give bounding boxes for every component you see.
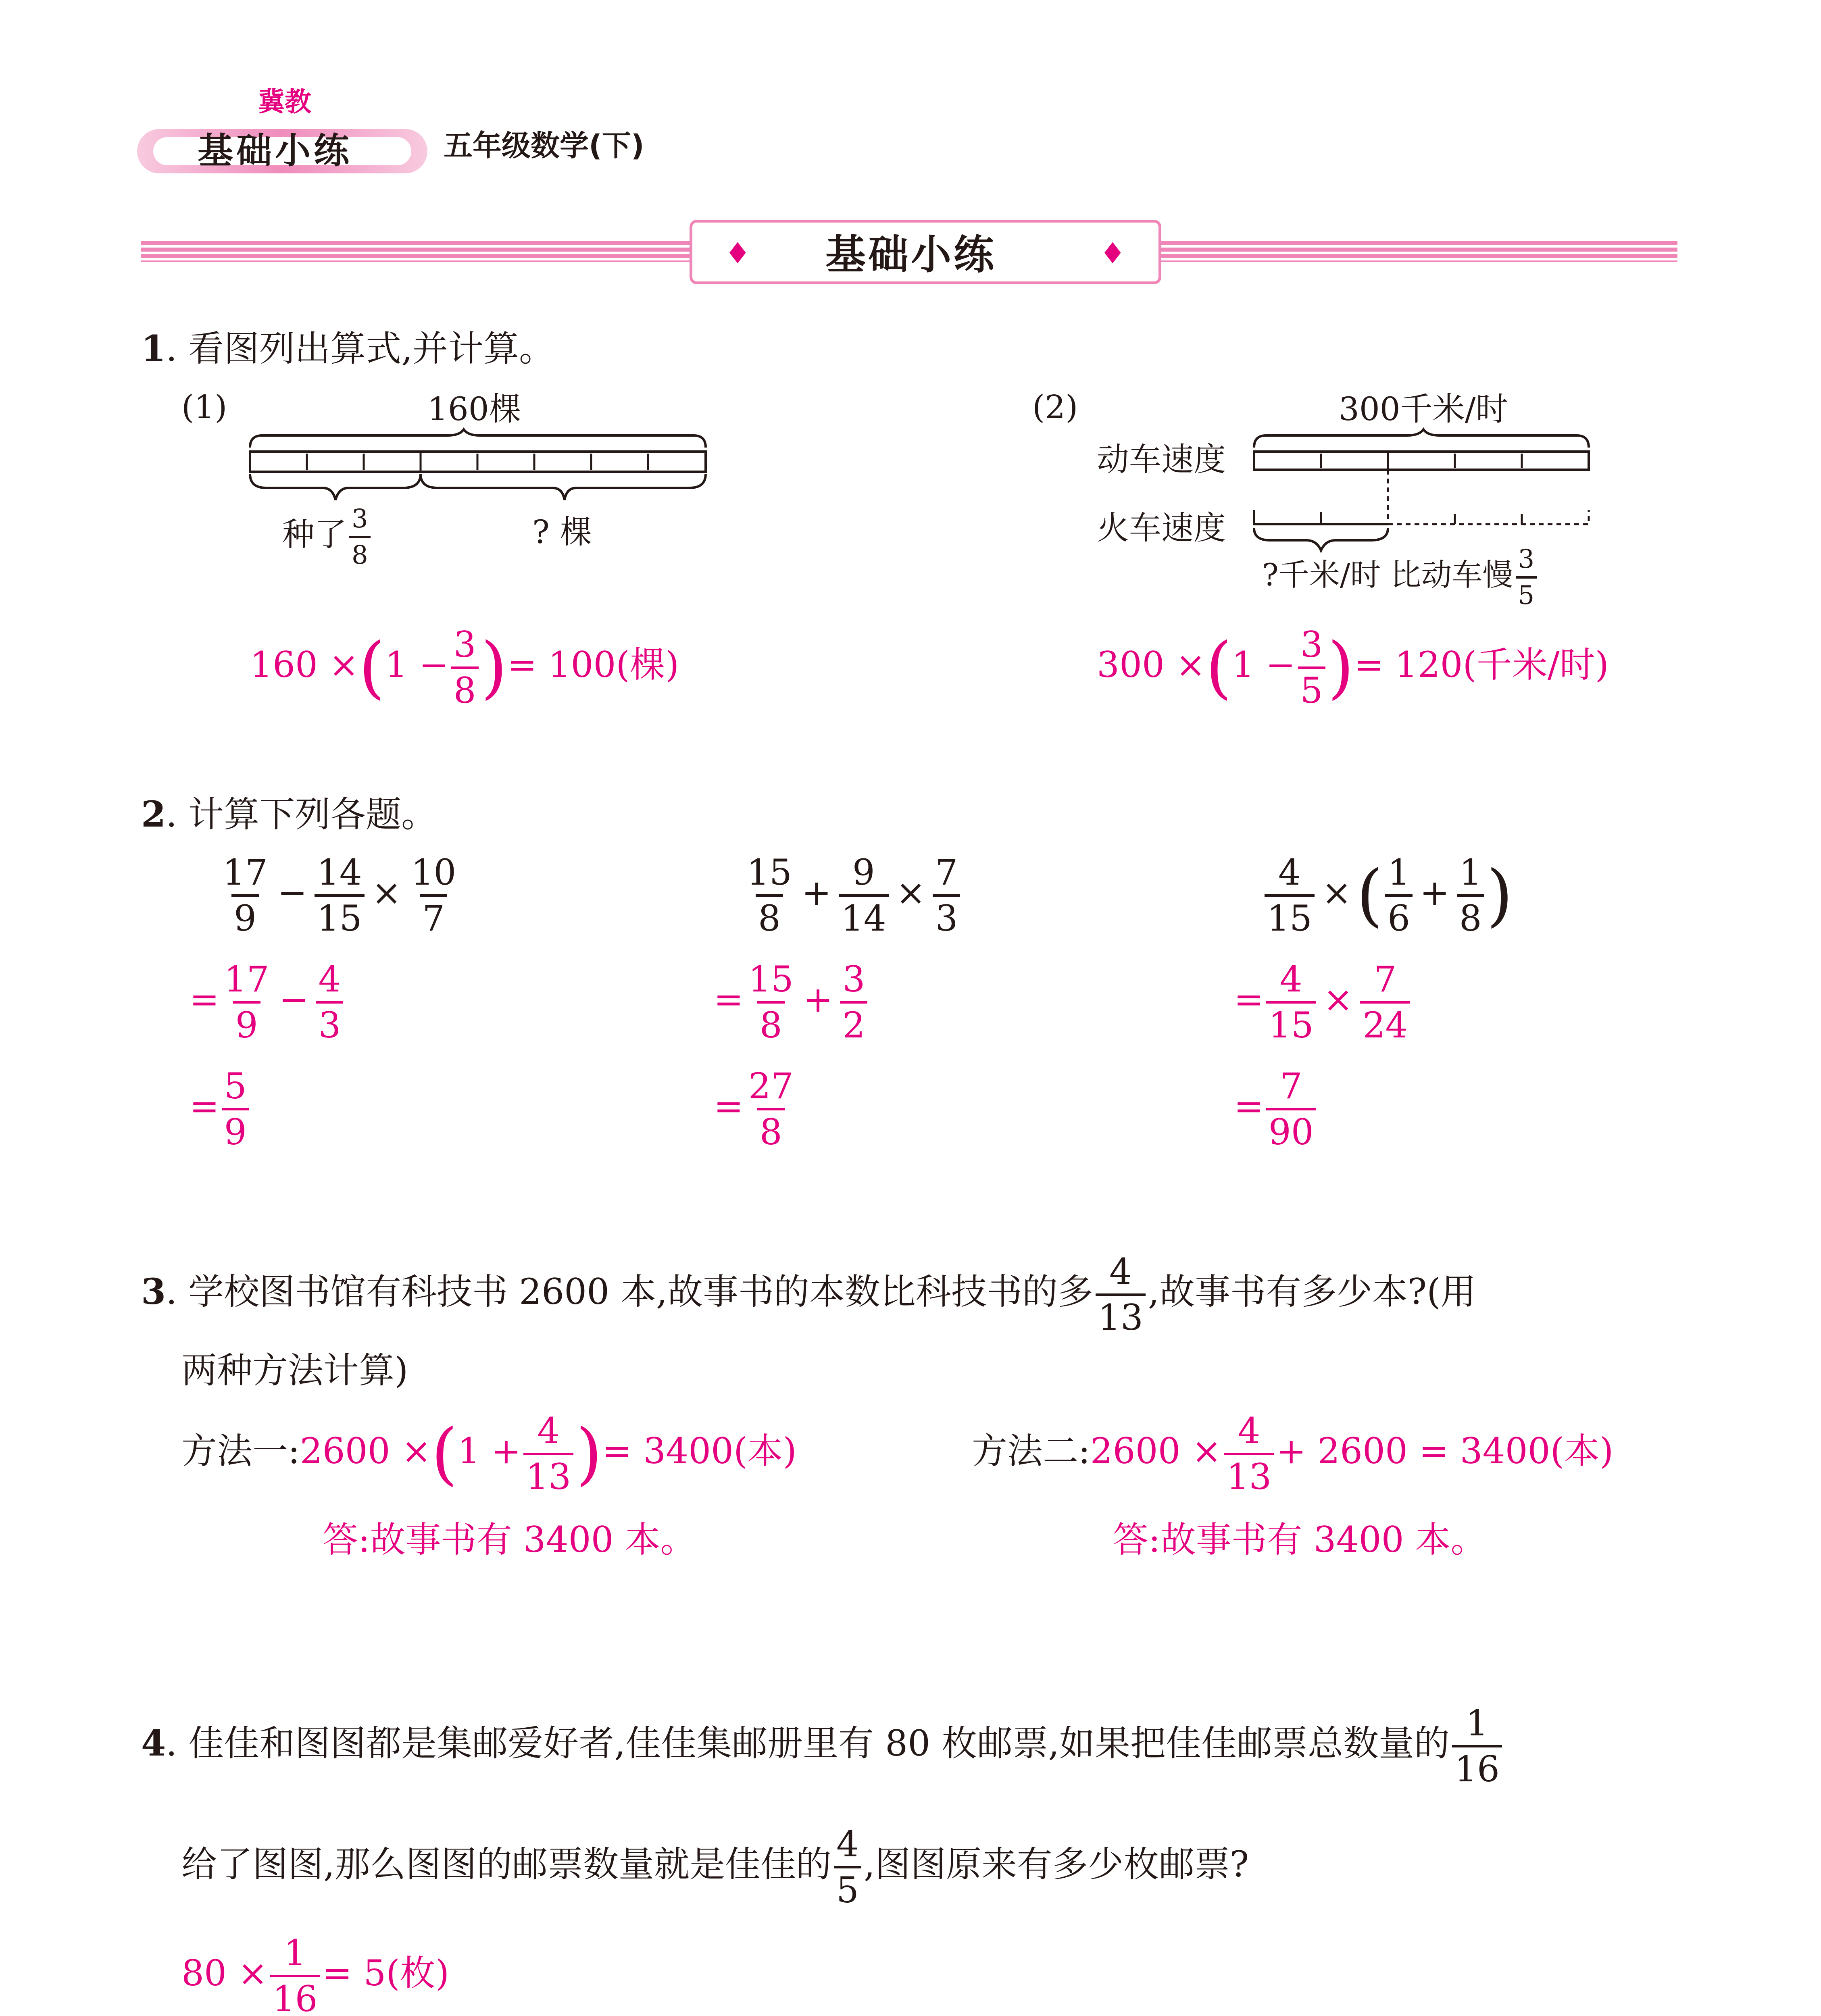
q2a-step1: = $\frac{17}{9}$ − $\frac{4}{3}$ (190, 962, 346, 1043)
diamond-icon: ♦ (1100, 236, 1126, 270)
banner-stripe-right (1161, 241, 1677, 262)
fraction: $\frac{4}{5}$ (834, 1826, 861, 1908)
q2b-result: = $\frac{27}{8}$ (714, 1065, 794, 1153)
q3-prompt-line1: 3. 学校图书馆有科技书 2600 本,故事书的本数比科技书的多 $\frac{4}{13}$ ,故事书有多少本?(用 (141, 1251, 1476, 1338)
q2-prompt (141, 793, 437, 835)
q3-number: 3 (141, 1270, 166, 1312)
diamond-icon: ♦ (725, 236, 751, 270)
header-logo (137, 81, 435, 185)
fraction: $\frac{4}{13}$ (1224, 1413, 1274, 1495)
q1-prompt (141, 327, 555, 369)
fraction: $\frac{3}{8}$ (451, 627, 479, 708)
q1-p2-answer: 300 ×(1 − $\frac{3}{5}$ )= 120(千米/时) (1097, 624, 1609, 711)
q2b-step1: = $\frac{15}{8}$ + $\frac{3}{2}$ (714, 962, 870, 1043)
q3-method1: 方法一:2600 ×(1 + $\frac{4}{13}$ )= 3400(本) (181, 1410, 797, 1497)
fraction: $\frac{3}{5}$ (1298, 627, 1325, 708)
q1-p2-bottom-label (1262, 546, 1539, 608)
fraction: $\frac{1}{16}$ (1452, 1706, 1502, 1787)
q1-p1-left-label: 种了 $\frac{3}{8}$ (282, 506, 373, 568)
fraction: $\frac{3}{8}$ (349, 506, 371, 568)
q1-p2-slow-label: 比动车慢 (1390, 557, 1513, 593)
q2a-expression: $\frac{17}{9}$ − $\frac{14}{15}$ × $\frac{10}{7}$ (223, 852, 456, 939)
header-subject: 五年级数学(下) (444, 129, 644, 162)
q2-number: 2 (141, 793, 166, 835)
q2-text: . 计算下列各题。 (166, 793, 437, 835)
q4-number: 4 (141, 1722, 166, 1764)
q1-p1-left-brace (250, 474, 421, 500)
banner-stripe-left (141, 241, 690, 262)
q3-answer1: 答:故事书有 3400 本。 (323, 1519, 696, 1560)
q2c-expression: $\frac{4}{15}$ ×( $\frac{1}{6}$ + $\frac{1}{8}$ ) (1262, 855, 1513, 936)
q1-p2-ticks1 (1321, 452, 1522, 470)
q3-prompt-line2: 两种方法计算) (181, 1350, 408, 1391)
q1-p2-ticks2 (1455, 514, 1522, 524)
q4-prompt-line1: 4. 佳佳和图图都是集邮爱好者,佳佳集邮册里有 80 枚邮票,如果把佳佳邮票总数量的 $\frac{1}{16}$ (141, 1706, 1504, 1787)
q2c-step1: = $\frac{4}{15}$ × $\frac{7}{24}$ (1234, 962, 1413, 1043)
q1-p1-answer: 160 ×(1 − $\frac{3}{8}$ )= 100(棵) (250, 624, 679, 711)
q3-answer2: 答:故事书有 3400 本。 (1113, 1519, 1486, 1560)
q4-step1: 80 × $\frac{1}{16}$ = 5(枚) (181, 1932, 450, 2016)
q1-p2-row2: 火车速度 (1097, 509, 1226, 547)
q1-p2-bar2-dash (1388, 510, 1589, 524)
banner-title: 基础小练 (825, 231, 996, 278)
q1-p1-right-brace (421, 474, 706, 500)
q1-text: . 看图列出算式,并计算。 (166, 328, 555, 369)
q2c-result: = $\frac{7}{90}$ (1234, 1068, 1319, 1150)
q2b-expression: $\frac{15}{8}$ + $\frac{9}{14}$ × $\frac{7}{3}$ (742, 855, 963, 936)
q1-p2-top-brace (1254, 429, 1589, 448)
fraction: $\frac{4}{13}$ (523, 1413, 573, 1495)
fraction: $\frac{4}{13}$ (1096, 1254, 1146, 1335)
q1-number: 1 (141, 327, 166, 369)
q1-p2-row1: 动车速度 (1097, 441, 1226, 478)
q1-p1-ticks (307, 452, 648, 472)
q1-p2-total: 300千米/时 (1339, 390, 1508, 428)
q1-p1-diagram (242, 427, 718, 508)
q2a-result: = $\frac{5}{9}$ (190, 1068, 252, 1150)
q1-p2-diagram (1246, 427, 1609, 556)
q3-method1-label: 方法一: (181, 1430, 300, 1472)
q1-p1-right-label: ? 棵 (532, 513, 592, 551)
q1-p1-total: 160棵 (427, 390, 521, 428)
header-series: 基础小练 (198, 130, 353, 171)
fraction: $\frac{3}{5}$ (1516, 546, 1537, 608)
q1-p2-q-label: ?千米/时 (1262, 557, 1381, 593)
fraction: $\frac{1}{16}$ (270, 1935, 320, 2016)
q3-method2: 方法二:2600 × $\frac{4}{13}$ + 2600 = 3400(本) (972, 1410, 1614, 1497)
q4-prompt-line2: 给了图图,那么图图的邮票数量就是佳佳的 $\frac{4}{5}$ ,图图原来有多少枚邮票? (181, 1823, 1249, 1911)
header-publisher: 冀教 (258, 86, 311, 117)
q3-method2-label: 方法二: (972, 1430, 1090, 1472)
q1-p2-label: (2) (1032, 388, 1078, 426)
q1-p1-top-brace (250, 429, 706, 448)
q1-p2-bar1 (1254, 452, 1589, 470)
banner-box (690, 220, 1161, 284)
q1-p1-label: (1) (181, 388, 227, 426)
